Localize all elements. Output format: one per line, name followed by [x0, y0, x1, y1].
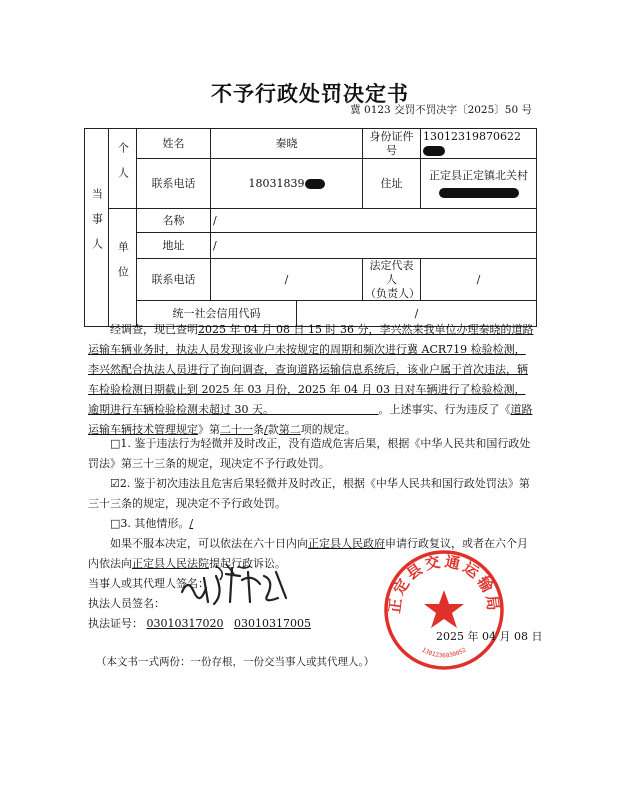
svg-text:1301236030052: 1301236030052	[420, 646, 468, 660]
regulation-name: 道路运输车辆技术管理规定	[88, 403, 533, 436]
name-label: 姓名	[137, 129, 211, 159]
phone-label: 联系电话	[137, 159, 211, 209]
star-icon	[424, 590, 464, 628]
unit-name-label: 名称	[137, 209, 211, 233]
official-seal	[382, 548, 506, 672]
redaction-mark	[305, 179, 325, 189]
option-3: □3. 其他情形。/	[110, 517, 194, 530]
findings-paragraph: 经调查，现已查明2025 年 04 月 08 日 15 时 36 分，李兴然来我单位办理秦晓的道路运输车辆业务时，执法人员发现该业户未按规定的周期和频次进行冀 ACR719 检验检测，李兴然配合执法人员进行了询问调查，查询道路运输信息系统后，该业户属于首次违法，辆车检验检测日期截止到 2025 年 03 月份，2025 年 04 月 03 日对车辆进行了检验检测，逾期进行车辆检验检测未超过 30 天。 。上述事实、行为违反了《道路运输车辆技术管理规定》第二十一条/款第二项的规定。	[88, 323, 534, 436]
unit-name-value: /	[211, 209, 537, 233]
unit-phone-value: /	[211, 259, 363, 301]
party-label: 当事人	[85, 129, 109, 327]
redaction-mark	[423, 146, 445, 156]
address-value: 正定县正定镇北关村	[421, 159, 537, 209]
checked-box-icon: ☑	[110, 477, 120, 490]
id-label: 身份证件号	[363, 129, 421, 159]
checkbox-icon: □	[110, 517, 121, 530]
unit-phone-label: 联系电话	[137, 259, 211, 301]
credit-code-label: 统一社会信用代码	[137, 301, 297, 327]
unit-address-value: /	[211, 233, 537, 259]
unit-address-label: 地址	[137, 233, 211, 259]
phone-value: 18031839	[211, 159, 363, 209]
party-signature-line: 当事人或其代理人签名：	[88, 577, 209, 590]
id-value: 13012319870622	[421, 129, 537, 159]
credit-code-value: /	[297, 301, 537, 327]
party-info-table	[84, 128, 537, 327]
redaction-mark	[439, 188, 519, 198]
address-label: 住址	[363, 159, 421, 209]
certificate-line: 执法证号： 03010317020 03010317005	[88, 617, 311, 630]
unit-label: 单位	[109, 209, 137, 327]
appeal-paragraph: 如果不服本决定，可以依法在六十日内向正定县人民政府申请行政复议，或者在六个月内依法向正定县人民法院提起行政诉讼。	[88, 537, 528, 570]
findings-text: 2025 年 04 月 08 日 15 时 36 分，李兴然来我单位办理秦晓的道路运输车辆业务时，执法人员发现该业户未按规定的周期和频次进行冀 ACR719 检验检测，李兴然配合执法人员进行了询问调查，查询道路运输信息系统后，该业户属于首次违法，辆车检验检测日期截止到 2025 年 03 月份，2025 年 04 月 03 日对车辆进行了检验检测，逾期进行车辆检验检测未超过 30 天。	[88, 323, 534, 416]
decision-date: 2025 年 04 月 08 日	[436, 630, 543, 643]
option-1: □1. 鉴于违法行为轻微并及时改正，没有造成危害后果，根据《中华人民共和国行政处罚法》第三十三条的规定，现决定不予行政处罚。	[88, 437, 531, 470]
handwritten-signature	[176, 562, 296, 608]
article-number: 二十一	[220, 423, 253, 436]
footnote: （本文书一式两份：一份存根，一份交当事人或其代理人。）	[96, 656, 375, 668]
name-value: 秦晓	[211, 129, 363, 159]
document-number: 冀 0123 交罚不罚决字〔2025〕50 号	[350, 104, 532, 116]
document-title: 不予行政处罚决定书	[211, 82, 409, 106]
legal-rep-value: /	[421, 259, 537, 301]
svg-text:正定县交通运输局: 正定县交通运输局	[385, 552, 503, 615]
officer-signature-line: 执法人员签名：	[88, 597, 165, 610]
checkbox-icon: □	[110, 437, 121, 450]
legal-rep-label: 法定代表人 （负责人）	[363, 259, 421, 301]
individual-label: 个人	[109, 129, 137, 209]
option-2: ☑2. 鉴于初次违法且危害后果轻微并及时改正，根据《中华人民共和国行政处罚法》第三十三条的规定，现决定不予行政处罚。	[88, 477, 530, 510]
